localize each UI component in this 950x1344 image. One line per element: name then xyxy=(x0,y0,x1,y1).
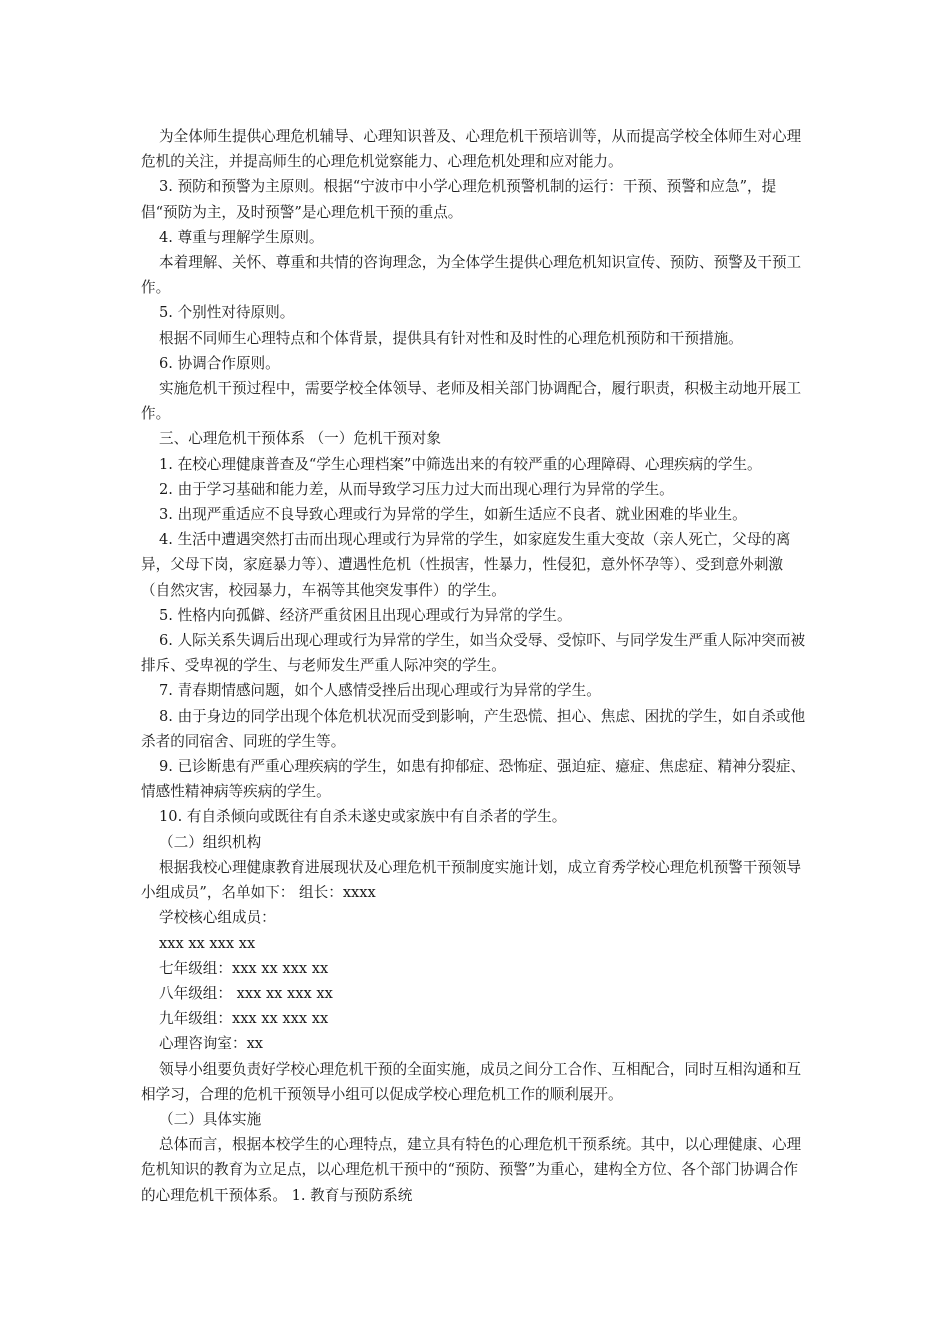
paragraph-implementation-overview: 总体而言，根据本校学生的心理特点，建立具有特色的心理危机干预系统。其中，以心理健康、心理危机知识的教育为立足点，以心理危机干预中的“预防、预警”为重心，建构全方位、各个部门协调合作的心理危机干预体系。 1. 教育与预防系统 xyxy=(141,1136,802,1204)
paragraph-principle-6-body: 实施危机干预过程中，需要学校全体领导、老师及相关部门协调配合，履行职责，积极主动地开展工作。 xyxy=(141,380,802,423)
list-item-target-2: 2. 由于学习基础和能力差，从而导致学习压力过大而出现心理行为异常的学生。 xyxy=(159,480,674,498)
list-item-target-7: 7. 青春期情感问题，如个人感情受挫后出现心理或行为异常的学生。 xyxy=(159,682,601,700)
list-item-target-8: 8. 由于身边的同学出现个体危机状况而受到影响，产生恐慌、担心、焦虑、困扰的学生，如自杀或他杀者的同宿舍、同班的学生等。 xyxy=(141,707,806,750)
section-heading-implementation: （二）具体实施 xyxy=(159,1110,262,1128)
paragraph-grade-7-group: 七年级组：xxx xx xxx xx xyxy=(159,959,329,977)
paragraph-grade-9-group: 九年级组：xxx xx xxx xx xyxy=(159,1010,329,1028)
paragraph-core-members-label: 学校核心组成员： xyxy=(159,909,276,927)
list-item-target-3: 3. 出现严重适应不良导致心理或行为异常的学生，如新生适应不良者、就业困难的毕业生。 xyxy=(159,506,747,524)
paragraph-training-intro: 为全体师生提供心理危机辅导、心理知识普及、心理危机干预培训等，从而提高学校全体师生对心理危机的关注，并提高师生的心理危机觉察能力、心理危机处理和应对能力。 xyxy=(141,128,802,171)
paragraph-principle-4-body: 本着理解、关怀、尊重和共情的咨询理念，为全体学生提供心理危机知识宣传、预防、预警及干预工作。 xyxy=(141,254,802,297)
paragraph-core-members: xxx xx xxx xx xyxy=(159,934,256,952)
section-heading-intervention-system: 三、心理危机干预体系 （一）危机干预对象 xyxy=(159,430,441,448)
paragraph-grade-8-group: 八年级组： xxx xx xxx xx xyxy=(159,984,333,1002)
list-item-target-1: 1. 在校心理健康普查及“学生心理档案”中筛选出来的有较严重的心理障碍、心理疾病的学生。 xyxy=(159,455,762,473)
section-heading-organization: （二）组织机构 xyxy=(159,833,262,851)
paragraph-principle-5-title: 5. 个别性对待原则。 xyxy=(159,304,295,322)
document-page xyxy=(141,124,811,1208)
list-item-target-10: 10. 有自杀倾向或既往有自杀未遂史或家族中有自杀者的学生。 xyxy=(159,808,567,826)
paragraph-principle-4-title: 4. 尊重与理解学生原则。 xyxy=(159,228,324,246)
list-item-target-5: 5. 性格内向孤僻、经济严重贫困且出现心理或行为异常的学生。 xyxy=(159,606,572,624)
paragraph-principle-5-body: 根据不同师生心理特点和个体背景，提供具有针对性和及时性的心理危机预防和干预措施。 xyxy=(159,329,743,347)
paragraph-principle-3: 3. 预防和预警为主原则。根据“宁波市中小学心理危机预警机制的运行：干预、预警和应急”，提倡“预防为主，及时预警”是心理危机干预的重点。 xyxy=(141,178,777,221)
paragraph-organization-intro: 根据我校心理健康教育进展现状及心理危机干预制度实施计划，成立育秀学校心理危机预警干预领导小组成员”，名单如下： 组长：xxxx xyxy=(141,858,802,902)
list-item-target-6: 6. 人际关系失调后出现心理或行为异常的学生，如当众受辱、受惊吓、与同学发生严重人际冲突而被排斥、受卑视的学生、与老师发生严重人际冲突的学生。 xyxy=(141,632,806,675)
paragraph-principle-6-title: 6. 协调合作原则。 xyxy=(159,354,280,372)
paragraph-leadership-duties: 领导小组要负责好学校心理危机干预的全面实施，成员之间分工合作、互相配合，同时互相沟通和互相学习，合理的危机干预领导小组可以促成学校心理危机工作的顺利展开。 xyxy=(141,1060,802,1103)
list-item-target-9: 9. 已诊断患有严重心理疾病的学生，如患有抑郁症、恐怖症、强迫症、癔症、焦虑症、精神分裂症、情感性精神病等疾病的学生。 xyxy=(141,758,806,801)
list-item-target-4: 4. 生活中遭遇突然打击而出现心理或行为异常的学生，如家庭发生重大变故（亲人死亡，父母的离异，父母下岗，家庭暴力等）、遭遇性危机（性损害，性暴力，性侵犯，意外怀孕等）、受到意外刺激（自然灾害，校园暴力，车祸等其他突发事件）的学生。 xyxy=(141,531,791,599)
paragraph-counseling-room: 心理咨询室：xx xyxy=(159,1035,264,1053)
